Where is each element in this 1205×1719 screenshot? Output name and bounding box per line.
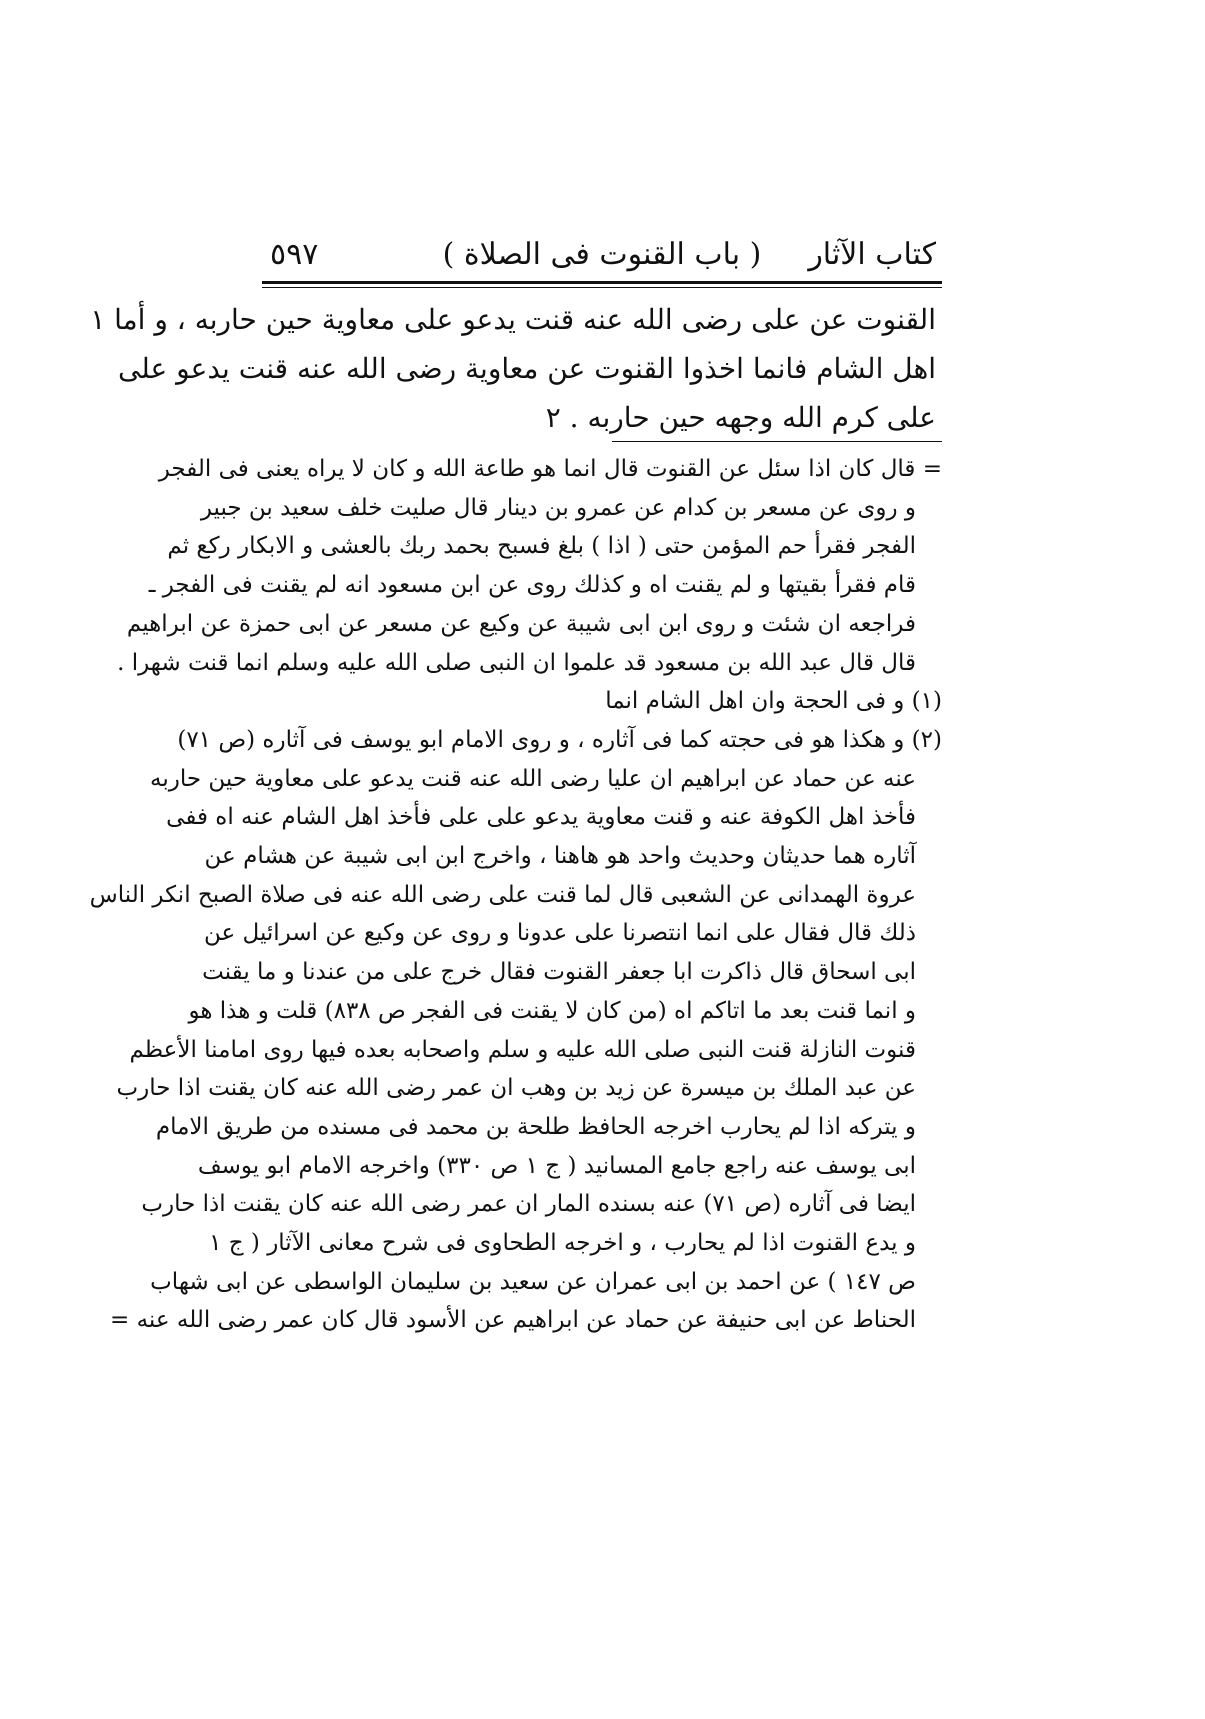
footnote-2-line: آثاره هما حديثان وحديث واحد هو هاهنا ، واخرج ابن ابى شيبة عن هشام عن [204,843,916,870]
footnote-2-line: و يدع القنوت اذا لم يحارب ، و اخرجه الطحاوى فى شرح معانى الآثار ( ج ١ [209,1230,916,1257]
footnote-2-line: عروة الهمدانى عن الشعبى قال لما قنت على رضى الله عنه فى صلاة الصبح انكر الناس [89,881,916,908]
header-rule-thin [262,287,942,288]
book-title: كتاب الآثار [808,237,936,272]
footnote-2-line: ابى اسحاق قال ذاكرت ابا جعفر القنوت فقال خرج على من عندنا و ما يقنت [202,959,916,986]
footnote-2-line: ابى يوسف عنه راجع جامع المسانيد ( ج ١ ص ٣٣٠) واخرجه الامام ابو يوسف [197,1152,916,1179]
footnote-1: (١) و فى الحجة وان اهل الشام انما [605,688,942,715]
page-number: ٥٩٧ [270,237,319,272]
footnote-separator [612,441,942,442]
footnote-2-line: و يتركه اذا لم يحارب اخرجه الحافظ طلحة بن محمد فى مسنده من طريق الامام [155,1113,916,1140]
note-line: = قال كان اذا سئل عن القنوت قال انما هو طاعة الله و كان لا يراه يعنى فى الفجر [158,456,942,482]
main-text [90,295,936,442]
note-line: قام فقرأ بقيتها و لم يقنت اه و كذلك روى عن ابن مسعود انه لم يقنت فى الفجر ـ [148,572,916,599]
footnote-2-line: (٢) و هكذا هو فى حجته كما فى آثاره ، و روى الامام ابو يوسف فى آثاره (ص ٧١) [177,726,942,753]
note-line: فراجعه ان شئت و روى ابن ابى شيبة عن وكيع عن مسعر عن ابى حمزة عن ابراهيم [126,610,916,637]
footnote-2-line: فأخذ اهل الكوفة عنه و قنت معاوية يدعو على على فأخذ اهل الشام عنه اه ففى [166,804,916,831]
footnote-2-line: عن عبد الملك بن ميسرة عن زيد بن وهب ان عمر رضى الله عنه كان يقنت اذا حارب [116,1075,916,1102]
main-line: على كرم الله وجهه حين حاربه . ٢ [545,401,936,434]
running-header [262,232,942,278]
footnote-2-line: و انما قنت بعد ما اتاكم اه (من كان لا يقنت فى الفجر ص ٨٣٨) قلت و هذا هو [188,997,916,1024]
chapter-title: ( باب القنوت فى الصلاة ) [442,237,762,272]
footnote-2-line: ايضا فى آثاره (ص ٧١) عنه بسنده المار ان عمر رضى الله عنه كان يقنت اذا حارب [141,1191,916,1218]
note-line: و روى عن مسعر بن كدام عن عمرو بن دينار قال صليت خلف سعيد بن جبير [200,494,916,521]
footnote-2-line: ذلك قال فقال على انما انتصرنا على عدونا و روى عن وكيع عن اسرائيل عن [203,920,916,947]
footnotes [89,450,942,1340]
footnote-2-line: قنوت النازلة قنت النبى صلى الله عليه و سلم واصحابه بعده فيها روى امامنا الأعظم [129,1036,916,1063]
footnote-2-line: ص ١٤٧ ) عن احمد بن ابى عمران عن سعيد بن سليمان الواسطى عن ابى شهاب [150,1268,916,1295]
note-line: الفجر فقرأ حم المؤمن حتى ( اذا ) بلغ فسبح بحمد ربك بالعشى و الابكار ركع ثم [167,533,916,560]
footnote-2-line: الحناط عن ابى حنيفة عن حماد عن ابراهيم عن الأسود قال كان عمر رضى الله عنه = [110,1307,916,1334]
footnote-2-line: عنه عن حماد عن ابراهيم ان عليا رضى الله عنه قنت يدعو على معاوية حين حاربه [150,765,916,792]
note-line: قال قال عبد الله بن مسعود قد علموا ان النبى صلى الله عليه وسلم انما قنت شهرا . [117,649,916,676]
header-rule-thick [262,281,942,284]
main-line: اهل الشام فانما اخذوا القنوت عن معاوية رضى الله عنه قنت يدعو على [117,352,936,385]
main-line: القنوت عن على رضى الله عنه قنت يدعو على معاوية حين حاربه ، و أما ١ [90,303,936,336]
